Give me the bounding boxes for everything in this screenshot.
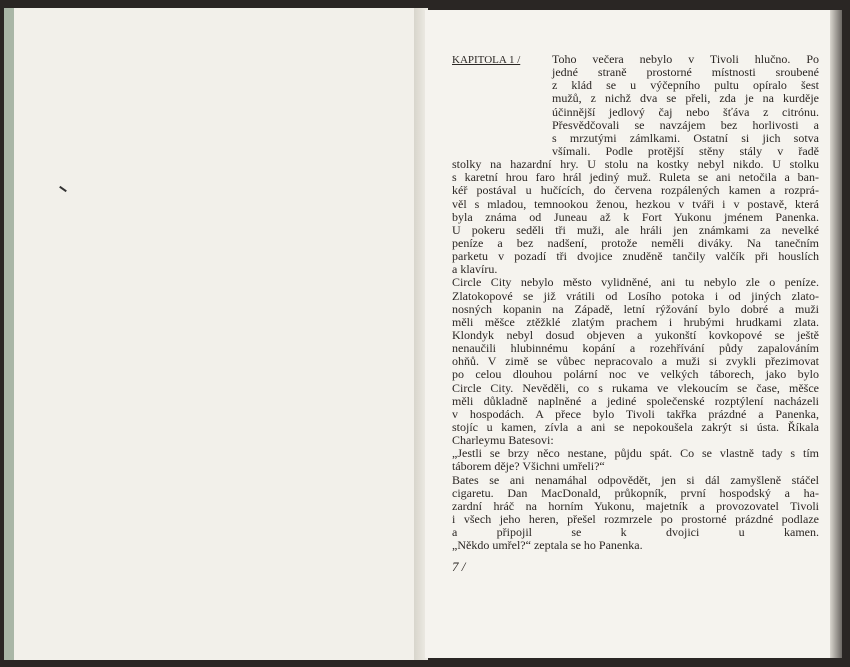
- text-line: parketu v pozadí tři dvojice znuděně tančily valčík při houslích: [452, 249, 819, 264]
- text-line: cigaretu. Dan MacDonald, průkopník, první hospodský a ha-: [452, 485, 819, 500]
- text-line: Klondyk nebyl dosud objeven a yukonští kovkopové se ještě: [452, 328, 819, 343]
- chapter-heading: KAPITOLA 1 /: [452, 54, 521, 66]
- text-line: Circle City. Nevěděli, co s rukama ve vlekoucím se čase, měšce: [452, 380, 819, 395]
- text-line: Circle City nebylo město vylidněné, ani tu nebylo zle o peníze.: [452, 275, 819, 290]
- text-line: s karetní hrou faro hrál jediný muž. Ruleta se ani netočila a ban-: [452, 170, 819, 185]
- text-line: stolky na hazardní hry. U stolu na kostky nebyl nikdo. U stolku: [452, 157, 819, 172]
- text-line: byla známa od Juneau až k Fort Yukonu jménem Panenka.: [452, 209, 819, 224]
- text-line: peníze a bez nadšení, protože neměli diváky. Na tanečním: [452, 236, 819, 251]
- text-line: věl s mladou, temnookou ženou, hezkou v tváři i v postavě, která: [452, 196, 819, 211]
- text-line: U pokeru seděli tři muži, ale hráli jen známkami za nevelké: [452, 222, 819, 237]
- text-line: Přesvědčovali se navzájem bez horlivosti a: [552, 117, 819, 132]
- text-line: z klád se u výčepního pultu opíralo šest: [552, 78, 819, 93]
- text-line: v hospodách. A přece bylo Tivoli takřka prázdné a Panenka,: [452, 406, 819, 421]
- text-line: měli měšce ztěžklé zlatým prachem i hrubými hrudkami zlata.: [452, 314, 819, 329]
- page-number: 7 /: [452, 559, 466, 574]
- text-line: všímali. Podle protější stěny stály v řadě: [552, 143, 819, 158]
- text-line: nosných kopanin na Západě, letní rýžování bylo dobré a muži: [452, 301, 819, 316]
- text-line: a klavíru.: [452, 262, 498, 277]
- text-line: Bates se ani nenamáhal odpovědět, jen si dál zamyšleně stáčel: [452, 472, 819, 487]
- text-line: ohňů. V zimě se vůbec nepracovalo a muži si zvykli přezimovat: [452, 354, 819, 369]
- page-edge: [830, 10, 842, 658]
- text-line: jedné straně prostorné místnosti sroubené: [552, 65, 819, 80]
- text-line: nenaučili hlubinnému kopání a rozehřívání půdy zapalováním: [452, 341, 819, 356]
- ink-mark: [59, 186, 67, 192]
- body-text: [452, 158, 819, 552]
- text-line: účinnější jedlový čaj nebo šťáva z citrónu.: [552, 104, 819, 119]
- text-line: Zlatokopové se již vrátili od Losího potoka i od jiných zlato-: [452, 288, 819, 303]
- text-line: „Někdo umřel?“ zeptala se ho Panenka.: [452, 538, 643, 553]
- text-line: i všech jeho heren, přešel rozmrzele po prostorné prázdné podlaze: [452, 511, 819, 526]
- text-line: a připojil se k dvojici u kamen.: [452, 525, 819, 540]
- left-page-blank: [4, 8, 422, 660]
- text-line: měli důkladně naplněné a jediné společenské rozptýlení nacházeli: [452, 393, 819, 408]
- text-line: po celou dlouhou polární noc ve velkých táborech, jako bylo: [452, 367, 819, 382]
- text-line: kéř postával u hučících, do červena rozpálených kamen a rozprá-: [452, 183, 819, 198]
- text-line: „Jestli se brzy něco nestane, půjdu spát. Co se vlastně tady s tím: [452, 446, 819, 461]
- text-line: Charleymu Batesovi:: [452, 433, 554, 448]
- body-text-indented: [552, 53, 819, 158]
- text-line: Toho večera nebylo v Tivoli hlučno. Po: [552, 52, 819, 66]
- text-line: táborem děje? Všichni umřeli?“: [452, 459, 605, 474]
- text-line: zardní hráč na horním Yukonu, majetník a provozovatel Tivoli: [452, 498, 819, 513]
- text-line: stojíc u kamen, zívla a ani se nepokoušela zakrýt si ústa. Říkala: [452, 420, 819, 434]
- text-line: mužů, z nichž dva se přeli, zda je na kurděje: [552, 91, 819, 106]
- text-line: s mrzutými zámlkami. Ostatní si jich sotva: [552, 130, 819, 145]
